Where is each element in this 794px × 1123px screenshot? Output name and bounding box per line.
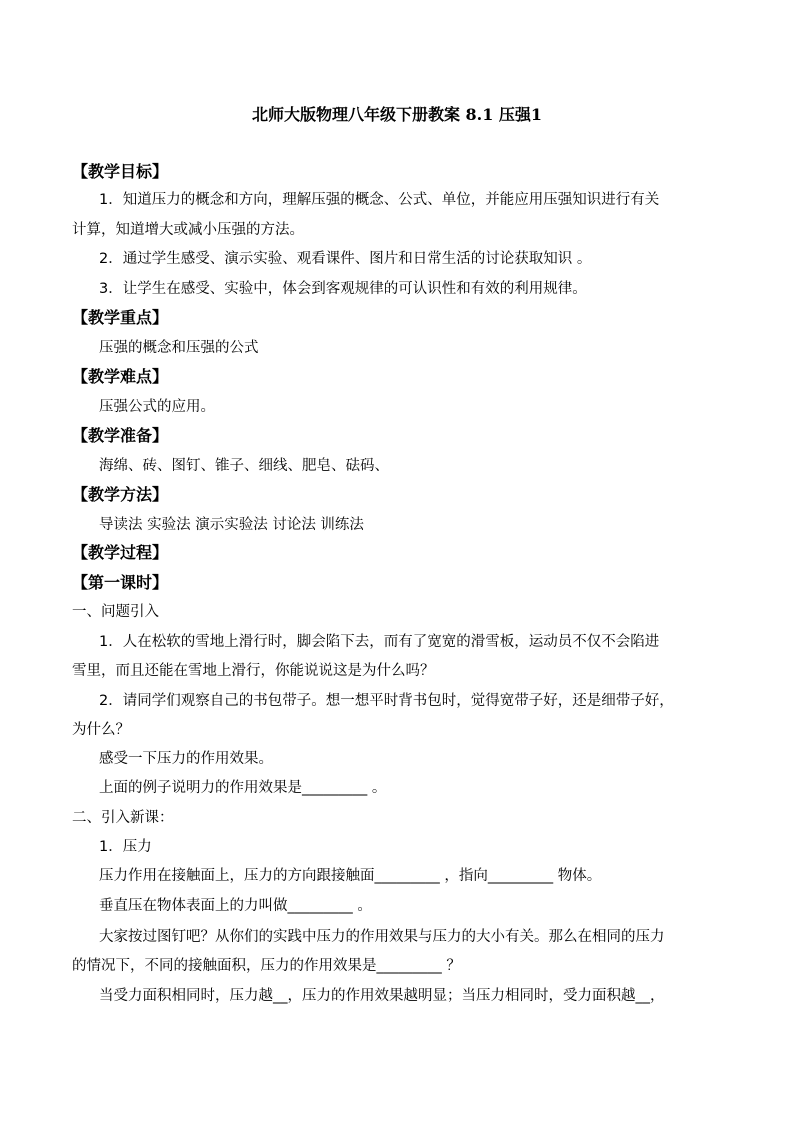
goal-2: 2．通过学生感受、演示实验、观看课件、图片和日常生活的讨论获取知识 。 <box>99 251 592 267</box>
preparation-text: 海绵、砖、图钉、锥子、细线、肥皂、砝码、 <box>99 458 389 474</box>
document-title: 北师大版物理八年级下册教案 8.1 压强1 <box>251 105 543 124</box>
process-heading: 【教学过程】 <box>72 543 169 562</box>
goal-1-line-1: 1．知道压力的概念和方向，理解压强的概念、公式、单位，并能应用压强知识进行有关 <box>99 192 660 208</box>
part-one-title: 一、问题引入 <box>72 604 159 620</box>
key-points-heading: 【教学重点】 <box>72 308 169 327</box>
pressure-direction-text: 压力作用在接触面上，压力的方向跟接触面_________ ，指向_________ 物体。 <box>99 868 602 884</box>
pushpin-line-1: 大家按过图钉吧？从你们的实践中压力的作用效果与压力的大小有关。那么在相同的压力 <box>99 929 665 945</box>
example-blank-text: 上面的例子说明力的作用效果是_________ 。 <box>99 780 387 796</box>
lesson-one-heading: 【第一课时】 <box>72 573 169 592</box>
question-2-line-1: 2．请同学们观察自己的书包带子。想一想平时背书包时，觉得宽带子好，还是细带子好， <box>99 693 674 709</box>
methods-heading: 【教学方法】 <box>72 485 169 504</box>
difficulties-heading: 【教学难点】 <box>72 367 169 386</box>
difficulties-text: 压强公式的应用。 <box>99 399 215 415</box>
question-1-line-1: 1．人在松软的雪地上滑行时，脚会陷下去，而有了宽宽的滑雪板，运动员不仅不会陷进 <box>99 634 660 650</box>
methods-text: 导读法 实验法 演示实验法 讨论法 训练法 <box>99 517 364 533</box>
goals-heading: 【教学目标】 <box>72 162 169 181</box>
pushpin-line-2: 的情况下，不同的接触面积，压力的作用效果是_________ ？ <box>72 958 461 974</box>
key-points-text: 压强的概念和压强的公式 <box>99 340 259 356</box>
vertical-force-text: 垂直压在物体表面上的力叫做_________ 。 <box>99 898 372 914</box>
area-comparison-text: 当受力面积相同时，压力越__，压力的作用效果越明显；当压力相同时，受力面积越__， <box>99 988 665 1004</box>
subsection-pressure-title: 1．压力 <box>99 839 152 855</box>
feel-effect-text: 感受一下压力的作用效果。 <box>99 751 273 767</box>
question-2-line-2: 为什么？ <box>72 722 130 738</box>
preparation-heading: 【教学准备】 <box>72 426 169 445</box>
part-two-title: 二、引入新课： <box>72 810 174 826</box>
goal-1-line-2: 计算，知道增大或减小压强的方法。 <box>72 222 304 238</box>
goal-3: 3．让学生在感受、实验中，体会到客观规律的可认识性和有效的利用规律。 <box>99 281 587 297</box>
question-1-line-2: 雪里，而且还能在雪地上滑行，你能说说这是为什么吗？ <box>72 663 435 679</box>
